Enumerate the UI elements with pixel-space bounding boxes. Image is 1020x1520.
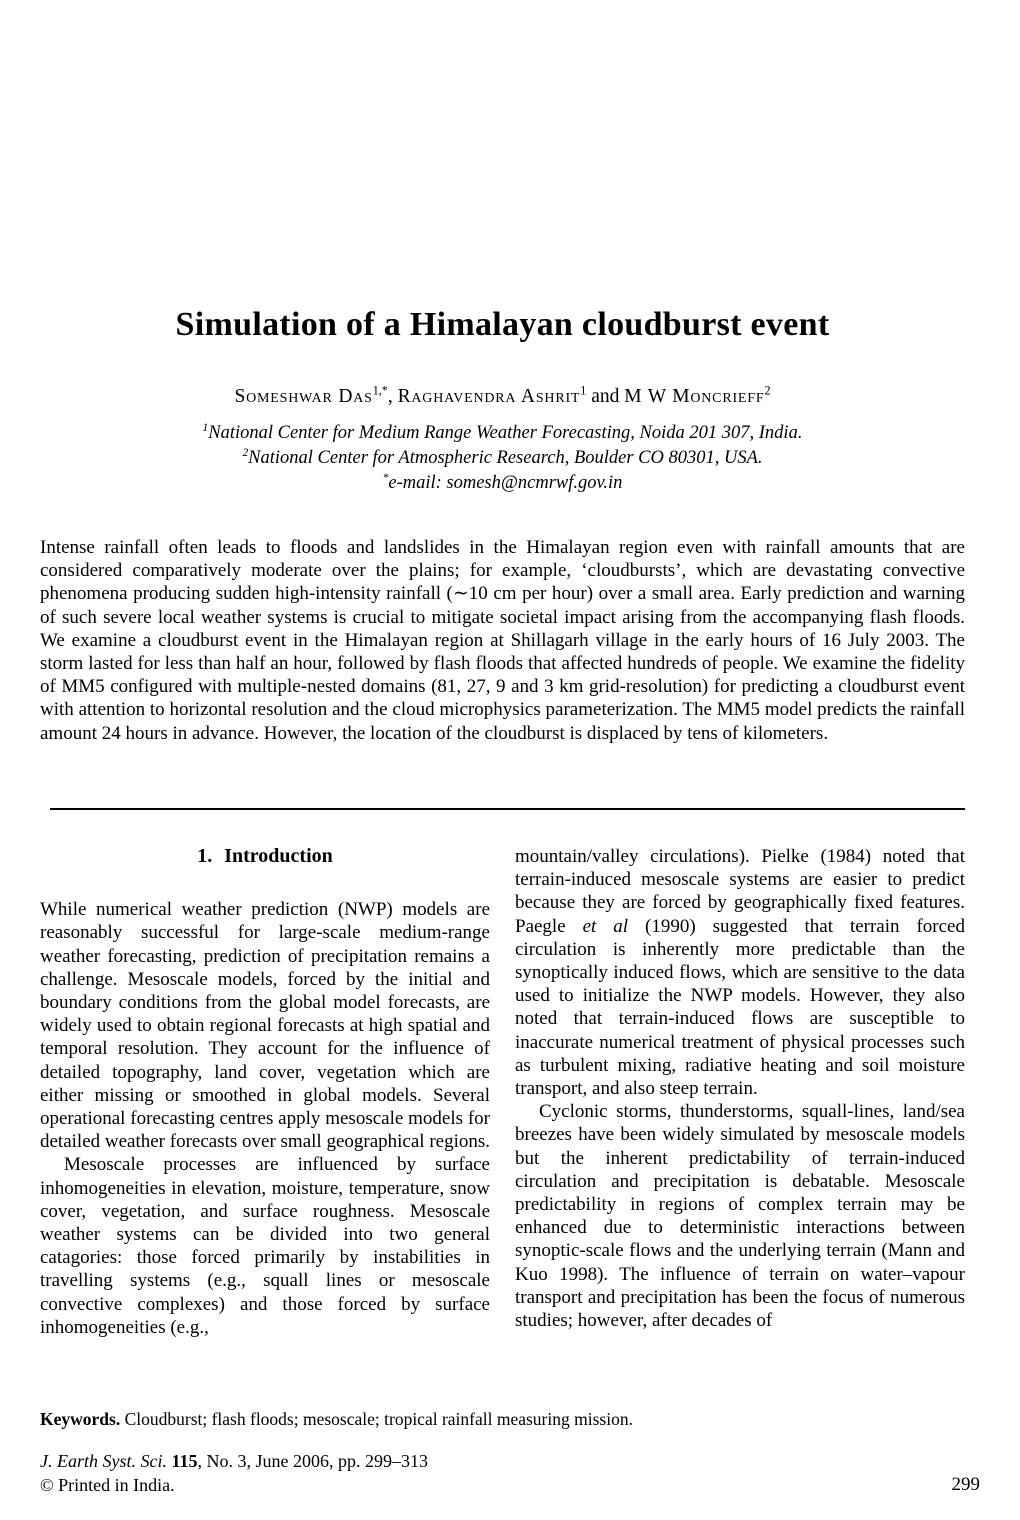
section-title: Introduction <box>224 845 333 867</box>
journal-footer <box>40 1449 980 1497</box>
body-paragraph: Cyclonic storms, thunderstorms, squall-lines, land/sea breezes have been widely simulated by mesoscale models but the inherent predictability of terrain-induced circulation and precipitation is debatable. Mesoscale predictability in regions of complex terrain may be enhanced due to deterministic interactions between synoptic-scale flows and the underlying terrain (Mann and Kuo 1998). The influence of terrain on water–vapour transport and precipitation has been the focus of numerous studies; however, after decades of <box>515 1101 965 1332</box>
paper-title: Simulation of a Himalayan cloudburst event <box>175 306 830 343</box>
author-1-name: Someshwar Das <box>234 386 373 407</box>
keywords-text: Cloudburst; flash floods; mesoscale; tropical rainfall measuring mission. <box>124 1409 633 1429</box>
affiliation-1-text: National Center for Medium Range Weather Forecasting, Noida 201 307, India. <box>208 423 803 443</box>
section-number: 1. <box>197 845 213 867</box>
left-column <box>40 845 490 1339</box>
body-columns <box>40 845 965 1339</box>
section-heading <box>40 845 490 868</box>
affiliation-1 <box>40 421 965 446</box>
author-2-name: Raghavendra Ashrit <box>397 386 581 407</box>
email-text: e-mail: somesh@ncmrwf.gov.in <box>388 473 623 493</box>
journal-issue-pages: , No. 3, June 2006, pp. 299–313 <box>197 1451 428 1471</box>
author-3 <box>624 383 771 407</box>
author-separator-2: and <box>586 386 625 407</box>
keywords-line <box>40 1408 965 1430</box>
copyright-line: © Printed in India. <box>40 1475 175 1495</box>
authors-line <box>40 383 965 408</box>
email-marker: * <box>382 471 389 484</box>
affiliations-block <box>40 421 965 496</box>
author-3-name: M W Moncrieff <box>624 386 765 407</box>
author-2-superscript: 1 <box>580 383 587 398</box>
journal-info <box>40 1449 428 1497</box>
affiliation-2 <box>40 446 965 471</box>
journal-name: J. Earth Syst. Sci. <box>40 1451 167 1471</box>
journal-volume: 115 <box>171 1451 198 1471</box>
keywords-label: Keywords. <box>40 1409 121 1429</box>
body-paragraph: mountain/valley circulations). Pielke (1984) noted that terrain-induced mesoscale systems are easier to predict because they are forced by geographically fixed features. Paegle et al (1990) suggested that terrain forced circulation is inherently more predictable than the synoptically induced flows, which are sensitive to the data used to initialize the NWP models. However, they also noted that terrain-induced flows are susceptible to inaccurate numerical treatment of physical processes such as turbulent mixing, radiative heating and soil moisture transport, and also steep terrain. <box>515 846 965 1100</box>
author-1 <box>234 383 398 407</box>
author-1-superscript: 1,* <box>372 383 388 398</box>
affiliation-2-marker: 2 <box>242 446 249 459</box>
affiliation-1-marker: 1 <box>202 421 209 434</box>
page-number: 299 <box>951 1474 980 1495</box>
body-paragraph: While numerical weather prediction (NWP) models are reasonably successful for large-scale medium-range weather forecasting, prediction of precipitation remains a challenge. Mesoscale models, forced by the initial and boundary conditions from the global model forecasts, are widely used to obtain regional forecasts at high spatial and temporal resolution. They account for the influence of detailed topography, land cover, vegetation which are either missing or smoothed in global models. Several operational forecasting centres apply mesoscale models for detailed weather forecasts over small geographical regions. <box>40 899 491 1153</box>
email-line <box>40 471 965 496</box>
affiliation-2-text: National Center for Atmospheric Research, Boulder CO 80301, USA. <box>248 448 763 468</box>
abstract-paragraph: Intense rainfall often leads to floods and landslides in the Himalayan region even with rainfall amounts that are considered comparatively moderate over the plains; for example, ‘cloudbursts’, which are devastating convective phenomena producing sudden high-intensity rainfall (∼10 cm per hour) over a small area. Early prediction and warning of such severe local weather systems is crucial to mitigate societal impact arising from the accompanying flash floods. We examine a cloudburst event in the Himalayan region at Shillagarh village in the early hours of 16 July 2003. The storm lasted for less than half an hour, followed by flash floods that affected hundreds of people. We examine the fidelity of MM5 configured with multiple-nested domains (81, 27, 9 and 3 km grid-resolution) for predicting a cloudburst event with attention to horizontal resolution and the cloud microphysics parameterization. The MM5 model predicts the rainfall amount 24 hours in advance. However, the location of the cloudburst is displaced by tens of kilometers. <box>40 537 965 744</box>
author-separator-1: , <box>387 386 398 407</box>
body-paragraph: Mesoscale processes are influenced by surface inhomogeneities in elevation, moisture, temperature, snow cover, vegetation, and surface roughness. Mesoscale weather systems can be divided into two general catagories: those forced primarily by instabilities in travelling systems (e.g., squall lines or mesoscale convective complexes) and those forced by surface inhomogeneities (e.g., <box>40 1154 490 1338</box>
right-column <box>515 845 965 1339</box>
journal-citation <box>40 1449 428 1473</box>
author-3-superscript: 2 <box>764 383 771 398</box>
abstract <box>40 536 965 745</box>
divider-rule <box>50 808 965 810</box>
author-2 <box>397 383 625 407</box>
